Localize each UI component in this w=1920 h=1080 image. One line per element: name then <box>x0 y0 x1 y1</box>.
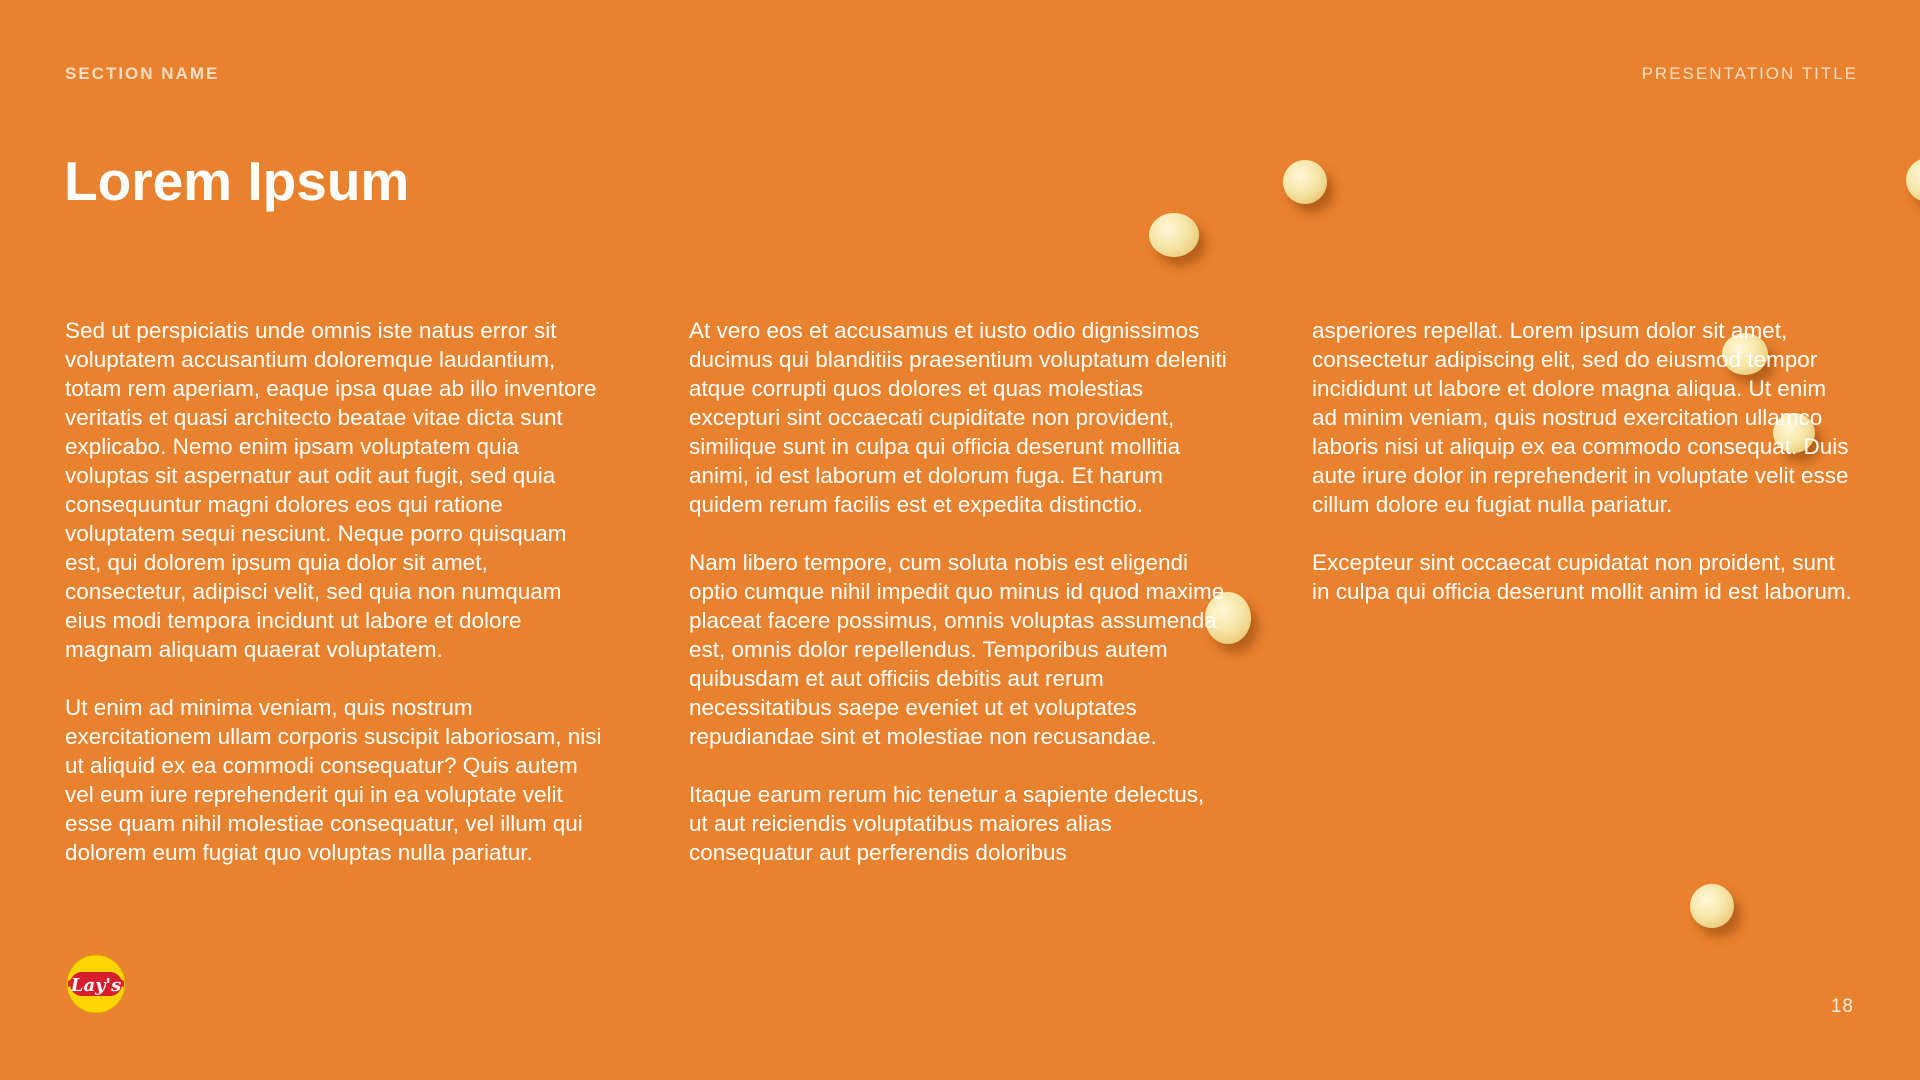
paragraph: At vero eos et accusamus et iusto odio dignissimos ducimus qui blanditiis praesentium voluptatum deleniti atque corrupti quos dolores et quas molestias excepturi sint occaecati cupiditate non provident, similique sunt in culpa qui officia deserunt mollitia animi, id est laborum et dolorum fuga. Et harum quidem rerum facilis est et expedita distinctio. <box>689 318 1227 517</box>
text-column-1 <box>65 316 605 896</box>
paragraph: Excepteur sint occaecat cupidatat non proident, sunt in culpa qui officia deserunt mollit anim id est laborum. <box>1312 550 1852 604</box>
page-number: 18 <box>1830 996 1854 1017</box>
logo-wordmark: Lay's <box>70 975 122 996</box>
lays-logo <box>64 954 128 1014</box>
paragraph: asperiores repellat. Lorem ipsum dolor sit amet, consectetur adipiscing elit, sed do eiusmod tempor incididunt ut labore et dolore magna aliqua. Ut enim ad minim veniam, quis nostrud exercitation ullamco laboris nisi ut aliquip ex ea commodo consequat. Duis aute irure dolor in reprehenderit in voluptate velit esse cillum dolore eu fugiat nulla pariatur. <box>1312 318 1849 517</box>
paragraph: Sed ut perspiciatis unde omnis iste natus error sit voluptatem accusantium doloremque laudantium, totam rem aperiam, eaque ipsa quae ab illo inventore veritatis et quasi architecto beatae vitae dicta sunt explicabo. Nemo enim ipsam voluptatem quia voluptas sit aspernatur aut odit aut fugit, sed quia consequuntur magni dolores eos qui ratione voluptatem sequi nesciunt. Neque porro quisquam est, qui dolorem ipsum quia dolor sit amet, consectetur, adipisci velit, sed quia non numquam eius modi tempora incidunt ut labore et dolore magnam aliquam quaerat voluptatem. <box>65 318 597 662</box>
text-column-3 <box>1312 316 1852 635</box>
section-name: SECTION NAME <box>65 64 220 83</box>
chip-decoration <box>1690 884 1734 928</box>
text-column-2 <box>689 316 1229 896</box>
presentation-title: PRESENTATION TITLE <box>1641 64 1858 83</box>
paragraph: Nam libero tempore, cum soluta nobis est eligendi optio cumque nihil impedit quo minus id quod maxime placeat facere possimus, omnis voluptas assumenda est, omnis dolor repellendus. Temporibus autem quibusdam et aut officiis debitis aut rerum necessitatibus saepe eveniet ut et voluptates repudiandae sint et molestiae non recusandae. <box>689 550 1225 749</box>
chip-decoration <box>1283 160 1327 204</box>
paragraph: Itaque earum rerum hic tenetur a sapiente delectus, ut aut reiciendis voluptatibus maiores alias consequatur aut perferendis doloribus <box>689 782 1205 865</box>
chip-decoration <box>1149 213 1199 257</box>
slide-title: Lorem Ipsum <box>64 150 410 212</box>
paragraph: Ut enim ad minima veniam, quis nostrum exercitationem ullam corporis suscipit laboriosam, nisi ut aliquid ex ea commodi consequatur? Quis autem vel eum iure reprehenderit qui in ea voluptate velit esse quam nihil molestiae consequatur, vel illum qui dolorem eum fugiat quo voluptas nulla pariatur. <box>65 695 602 865</box>
chip-decoration <box>1906 158 1920 202</box>
